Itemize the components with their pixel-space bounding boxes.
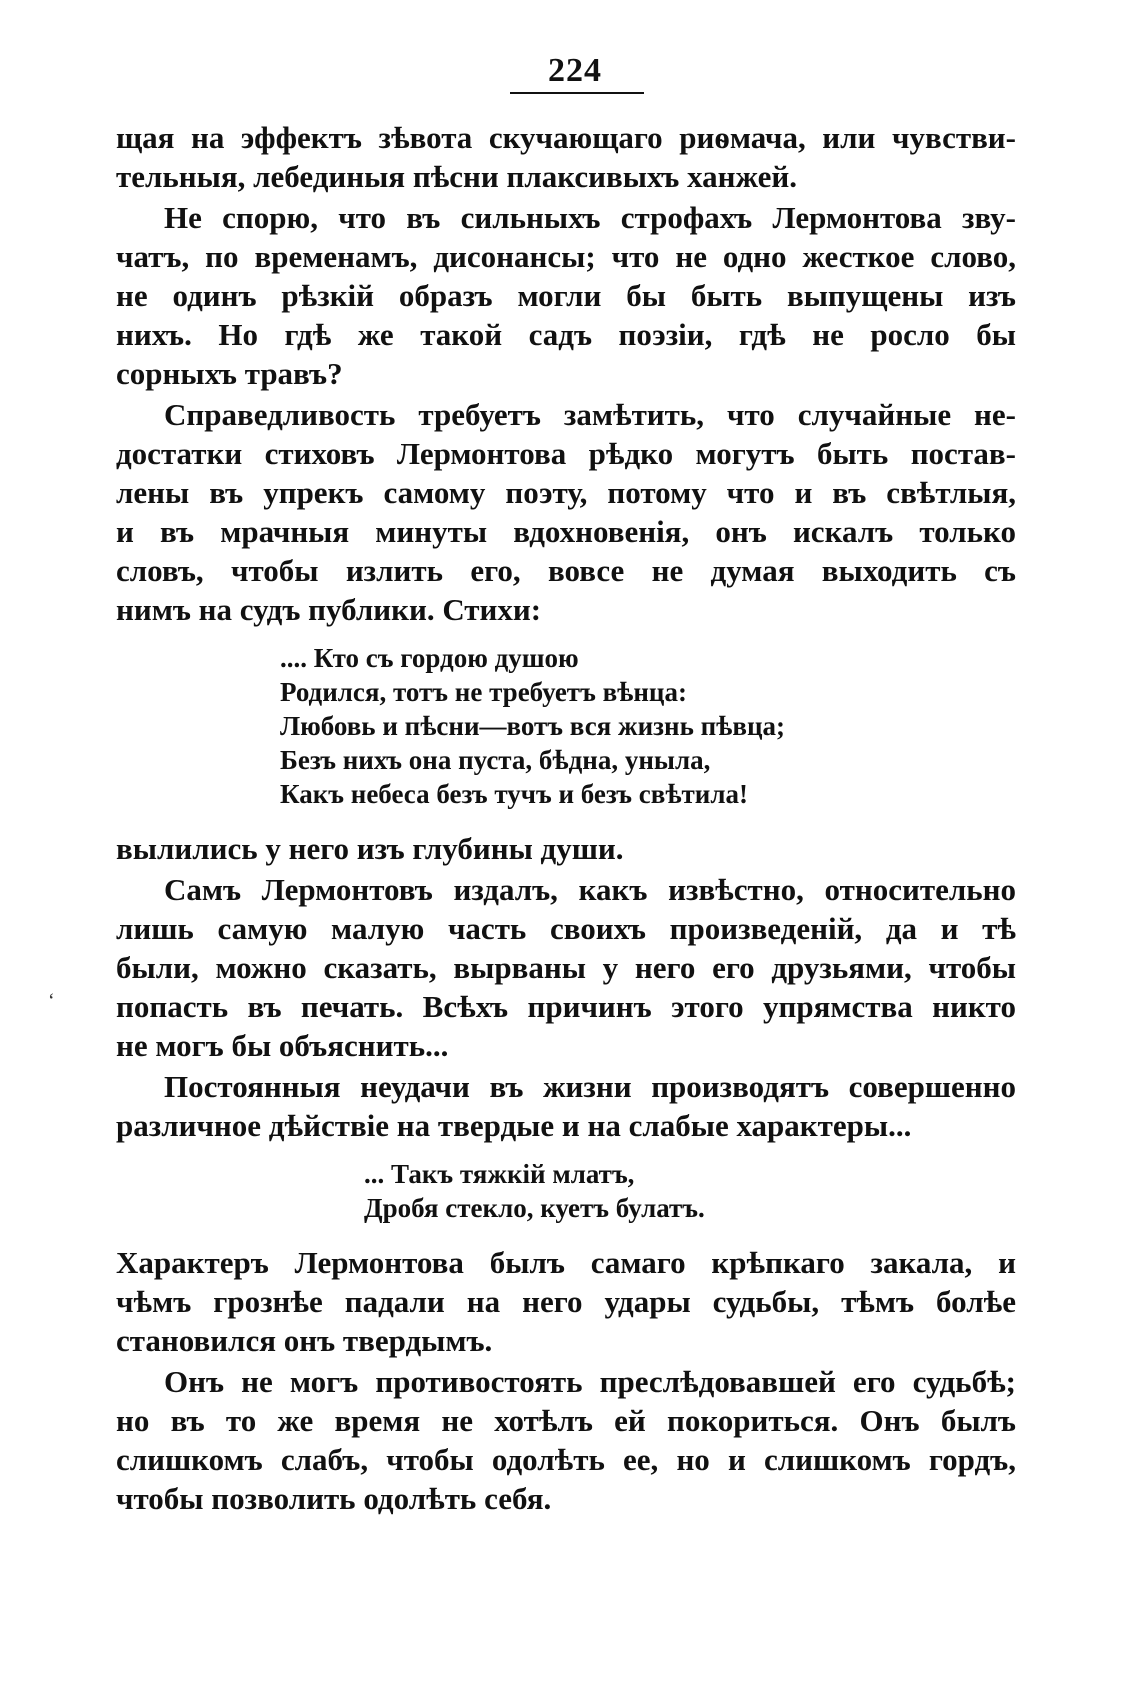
text-line: Характеръ Лермонтова былъ самаго крѣпкаго закала, и [116,1245,1016,1280]
text-line: становился онъ твердымъ. [116,1323,493,1358]
verse-quote [116,641,1016,811]
text-line: нимъ на судъ публики. Стихи: [116,592,542,627]
text-line: Не спорю, что въ сильныхъ строфахъ Лермонтова зву- [164,200,1016,235]
page-number-rule [510,92,644,94]
verse-line: ... Такъ тяжкій млатъ, [364,1159,635,1189]
text-line: и въ мрачныя минуты вдохновенія, онъ искалъ только [116,514,1016,549]
paragraph [116,1243,1016,1360]
text-line: нихъ. Но гдѣ же такой садъ поэзіи, гдѣ не росло бы [116,317,1016,352]
text-line: Справедливость требуетъ замѣтить, что случайные не- [164,397,1016,432]
text-line: попасть въ печать. Всѣхъ причинъ этого упрямства никто [116,989,1016,1024]
text-line: чѣмъ грознѣе падали на него удары судьбы, тѣмъ болѣе [116,1284,1016,1319]
text-line: были, можно сказать, вырваны у него его друзьями, чтобы [116,950,1016,985]
text-line: Самъ Лермонтовъ издалъ, какъ извѣстно, относительно [164,872,1016,907]
text-line: достатки стиховъ Лермонтова рѣдко могутъ быть постав- [116,436,1016,471]
text-line: не одинъ рѣзкій образъ могли бы быть выпущены изъ [116,278,1016,313]
verse-line: Дробя стекло, куетъ булатъ. [364,1193,705,1223]
verse-line: Безъ нихъ она пуста, бѣдна, уныла, [280,745,711,775]
verse-line: Любовь и пѣсни—вотъ вся жизнь пѣвца; [280,711,785,741]
text-line: лены въ упрекъ самому поэту, потому что и въ свѣтлыя, [116,475,1016,510]
paragraph [116,870,1016,1065]
text-line: различное дѣйствіе на твердые и на слабые характеры... [116,1108,912,1143]
paragraph [116,1362,1016,1518]
text-line: вылились у него изъ глубины души. [116,831,624,866]
text-line: чтобы позволить одолѣть себя. [116,1481,552,1516]
text-line: Постоянныя неудачи въ жизни производятъ совершенно [164,1069,1016,1104]
margin-mark: ‘ [48,990,55,1012]
paragraph [116,198,1016,393]
text-line: словъ, чтобы излить его, вовсе не думая выходить съ [116,553,1016,588]
paragraph [116,118,1016,196]
verse-line: Родился, тотъ не требуетъ вѣнца: [280,677,687,707]
page-number: 224 [548,52,602,89]
text-line: но въ то же время не хотѣлъ ей покориться. Онъ былъ [116,1403,1016,1438]
text-line: тельныя, лебединыя пѣсни плаксивыхъ ханжей. [116,159,797,194]
verse-line: .... Кто съ гордою душою [280,643,579,673]
paragraph [116,1067,1016,1145]
page-body [116,118,1016,1520]
verse-quote [116,1157,1016,1225]
paragraph [116,395,1016,629]
text-line: не могъ бы объяснить... [116,1028,449,1063]
verse-line: Какъ небеса безъ тучъ и безъ свѣтила! [280,779,749,809]
paragraph [116,829,1016,868]
text-line: слишкомъ слабъ, чтобы одолѣть ее, но и слишкомъ гордъ, [116,1442,1016,1477]
text-line: чатъ, по временамъ, дисонансы; что не одно жесткое слово, [116,239,1016,274]
text-line: Онъ не могъ противостоять преслѣдовавшей его судьбѣ; [164,1364,1016,1399]
text-line: щая на эффектъ зѣвота скучающаго риѳмача, или чувстви- [116,120,1016,155]
text-line: лишь самую малую часть своихъ произведеній, да и тѣ [116,911,1016,946]
text-line: сорныхъ травъ? [116,356,343,391]
